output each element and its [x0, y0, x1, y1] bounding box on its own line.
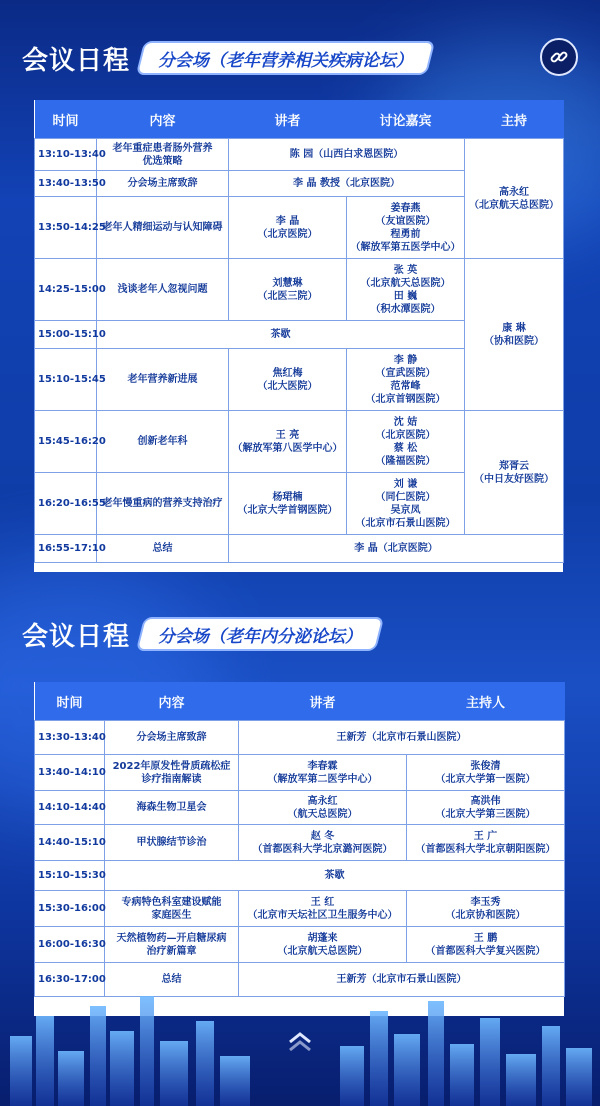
content-cell: 总结: [105, 963, 239, 997]
speaker-cell: 李 晶 （北京医院）: [229, 197, 347, 259]
time-cell: 13:40-14:10: [35, 755, 105, 791]
table-row: [35, 259, 564, 321]
host-cell: 李玉秀 （北京协和医院）: [407, 891, 565, 927]
time-cell: 15:10-15:30: [35, 861, 105, 891]
time-cell: 14:25-15:00: [35, 259, 97, 321]
content-cell: 老年营养新进展: [97, 349, 229, 411]
speaker-cell: 王新芳（北京市石景山医院）: [239, 721, 565, 755]
col-header-speaker: 讲者: [239, 682, 407, 721]
speaker-cell: 胡蓬来 （北京航天总医院）: [239, 927, 407, 963]
scroll-up-icon[interactable]: [286, 1030, 314, 1054]
speaker-cell: 高永红 （航天总医院）: [239, 791, 407, 825]
col-header-guests: 讨论嘉宾: [347, 100, 465, 139]
break-cell: 茶歇: [105, 861, 565, 891]
host-cell: 王 广 （首都医科大学北京朝阳医院）: [407, 825, 565, 861]
section2-subtitle: 分会场（老年内分泌论坛）: [158, 626, 363, 647]
time-cell: 16:55-17:10: [35, 535, 97, 563]
link-icon[interactable]: [540, 38, 578, 76]
time-cell: 14:10-14:40: [35, 791, 105, 825]
col-header-content: 内容: [97, 100, 229, 139]
content-cell: 浅谈老年人忽视问题: [97, 259, 229, 321]
col-header-host: 主持: [465, 100, 564, 139]
speaker-cell: 李 晶 教授（北京医院）: [229, 171, 465, 197]
time-cell: 15:10-15:45: [35, 349, 97, 411]
table-row: [35, 721, 565, 755]
table-header-row: [35, 100, 564, 139]
speaker-cell: 赵 冬 （首都医科大学北京潞河医院）: [239, 825, 407, 861]
table-row: [35, 139, 564, 171]
time-cell: 15:30-16:00: [35, 891, 105, 927]
host-cell: 张俊清 （北京大学第一医院）: [407, 755, 565, 791]
schedule-table-2: [34, 682, 564, 1016]
speaker-cell: 王新芳（北京市石景山医院）: [239, 963, 565, 997]
time-cell: 13:40-13:50: [35, 171, 97, 197]
host-cell: 高洪伟 （北京大学第三医院）: [407, 791, 565, 825]
section1-header: [22, 38, 431, 78]
col-header-time: 时间: [35, 100, 97, 139]
guests-cell: 刘 谦 （同仁医院） 吴京凤 （北京市石景山医院）: [347, 473, 465, 535]
content-cell: 分会场主席致辞: [97, 171, 229, 197]
time-cell: 13:50-14:25: [35, 197, 97, 259]
host-cell: 高永红 （北京航天总医院）: [465, 139, 564, 259]
section2-header: [22, 614, 380, 654]
col-header-time: 时间: [35, 682, 105, 721]
schedule-table-1: [34, 100, 563, 572]
content-cell: 甲状腺结节诊治: [105, 825, 239, 861]
content-cell: 海森生物卫星会: [105, 791, 239, 825]
speaker-cell: 李 晶（北京医院）: [229, 535, 564, 563]
content-cell: 创新老年科: [97, 411, 229, 473]
time-cell: 14:40-15:10: [35, 825, 105, 861]
section2-title: 会议日程: [22, 621, 131, 652]
table-row: [35, 825, 565, 861]
speaker-cell: 李春霖 （解放军第二医学中心）: [239, 755, 407, 791]
section1-subtitle: 分会场（老年营养相关疾病论坛）: [158, 50, 414, 71]
time-cell: 13:10-13:40: [35, 139, 97, 171]
time-cell: 13:30-13:40: [35, 721, 105, 755]
content-cell: 总结: [97, 535, 229, 563]
content-cell: 分会场主席致辞: [105, 721, 239, 755]
content-cell: 老年人精细运动与认知障碍: [97, 197, 229, 259]
host-cell: 康 琳 （协和医院）: [465, 259, 564, 411]
speaker-cell: 刘慧琳 （北医三院）: [229, 259, 347, 321]
table-row: [35, 891, 565, 927]
table-row: [35, 791, 565, 825]
content-cell: 老年重症患者肠外营养 优选策略: [97, 139, 229, 171]
speaker-cell: 陈 园（山西白求恩医院）: [229, 139, 465, 171]
time-cell: 16:00-16:30: [35, 927, 105, 963]
guests-cell: 李 静 （宣武医院） 范常峰 （北京首钢医院）: [347, 349, 465, 411]
time-cell: 16:30-17:00: [35, 963, 105, 997]
speaker-cell: 杨珺楠 （北京大学首钢医院）: [229, 473, 347, 535]
col-header-content: 内容: [105, 682, 239, 721]
guests-cell: 姜春燕 （友谊医院） 程勇前 （解放军第五医学中心）: [347, 197, 465, 259]
time-cell: 15:00-15:10: [35, 321, 97, 349]
content-cell: 2022年原发性骨质疏松症 诊疗指南解读: [105, 755, 239, 791]
table-row: [35, 755, 565, 791]
table-header-row: [35, 682, 565, 721]
col-header-host: 主持人: [407, 682, 565, 721]
speaker-cell: 王 红 （北京市天坛社区卫生服务中心）: [239, 891, 407, 927]
host-cell: 郑胥云 （中日友好医院）: [465, 411, 564, 535]
host-cell: 王 鹏 （首都医科大学复兴医院）: [407, 927, 565, 963]
table-row: [35, 861, 565, 891]
col-header-speaker: 讲者: [229, 100, 347, 139]
speaker-cell: 焦红梅 （北大医院）: [229, 349, 347, 411]
speaker-cell: 王 亮 （解放军第八医学中心）: [229, 411, 347, 473]
guests-cell: 沈 姞 （北京医院） 蔡 松 （隆福医院）: [347, 411, 465, 473]
section1-subtitle-pill: [136, 41, 435, 75]
content-cell: 天然植物药—开启糖尿病 治疗新篇章: [105, 927, 239, 963]
table-row: [35, 411, 564, 473]
section2-subtitle-pill: [136, 617, 384, 651]
section1-title: 会议日程: [22, 45, 131, 76]
content-cell: 专病特色科室建设赋能 家庭医生: [105, 891, 239, 927]
break-cell: 茶歇: [97, 321, 465, 349]
time-cell: 15:45-16:20: [35, 411, 97, 473]
table-row: [35, 927, 565, 963]
content-cell: 老年慢重病的营养支持治疗: [97, 473, 229, 535]
table-row: [35, 535, 564, 563]
guests-cell: 张 英 （北京航天总医院） 田 巍 （积水潭医院）: [347, 259, 465, 321]
time-cell: 16:20-16:55: [35, 473, 97, 535]
